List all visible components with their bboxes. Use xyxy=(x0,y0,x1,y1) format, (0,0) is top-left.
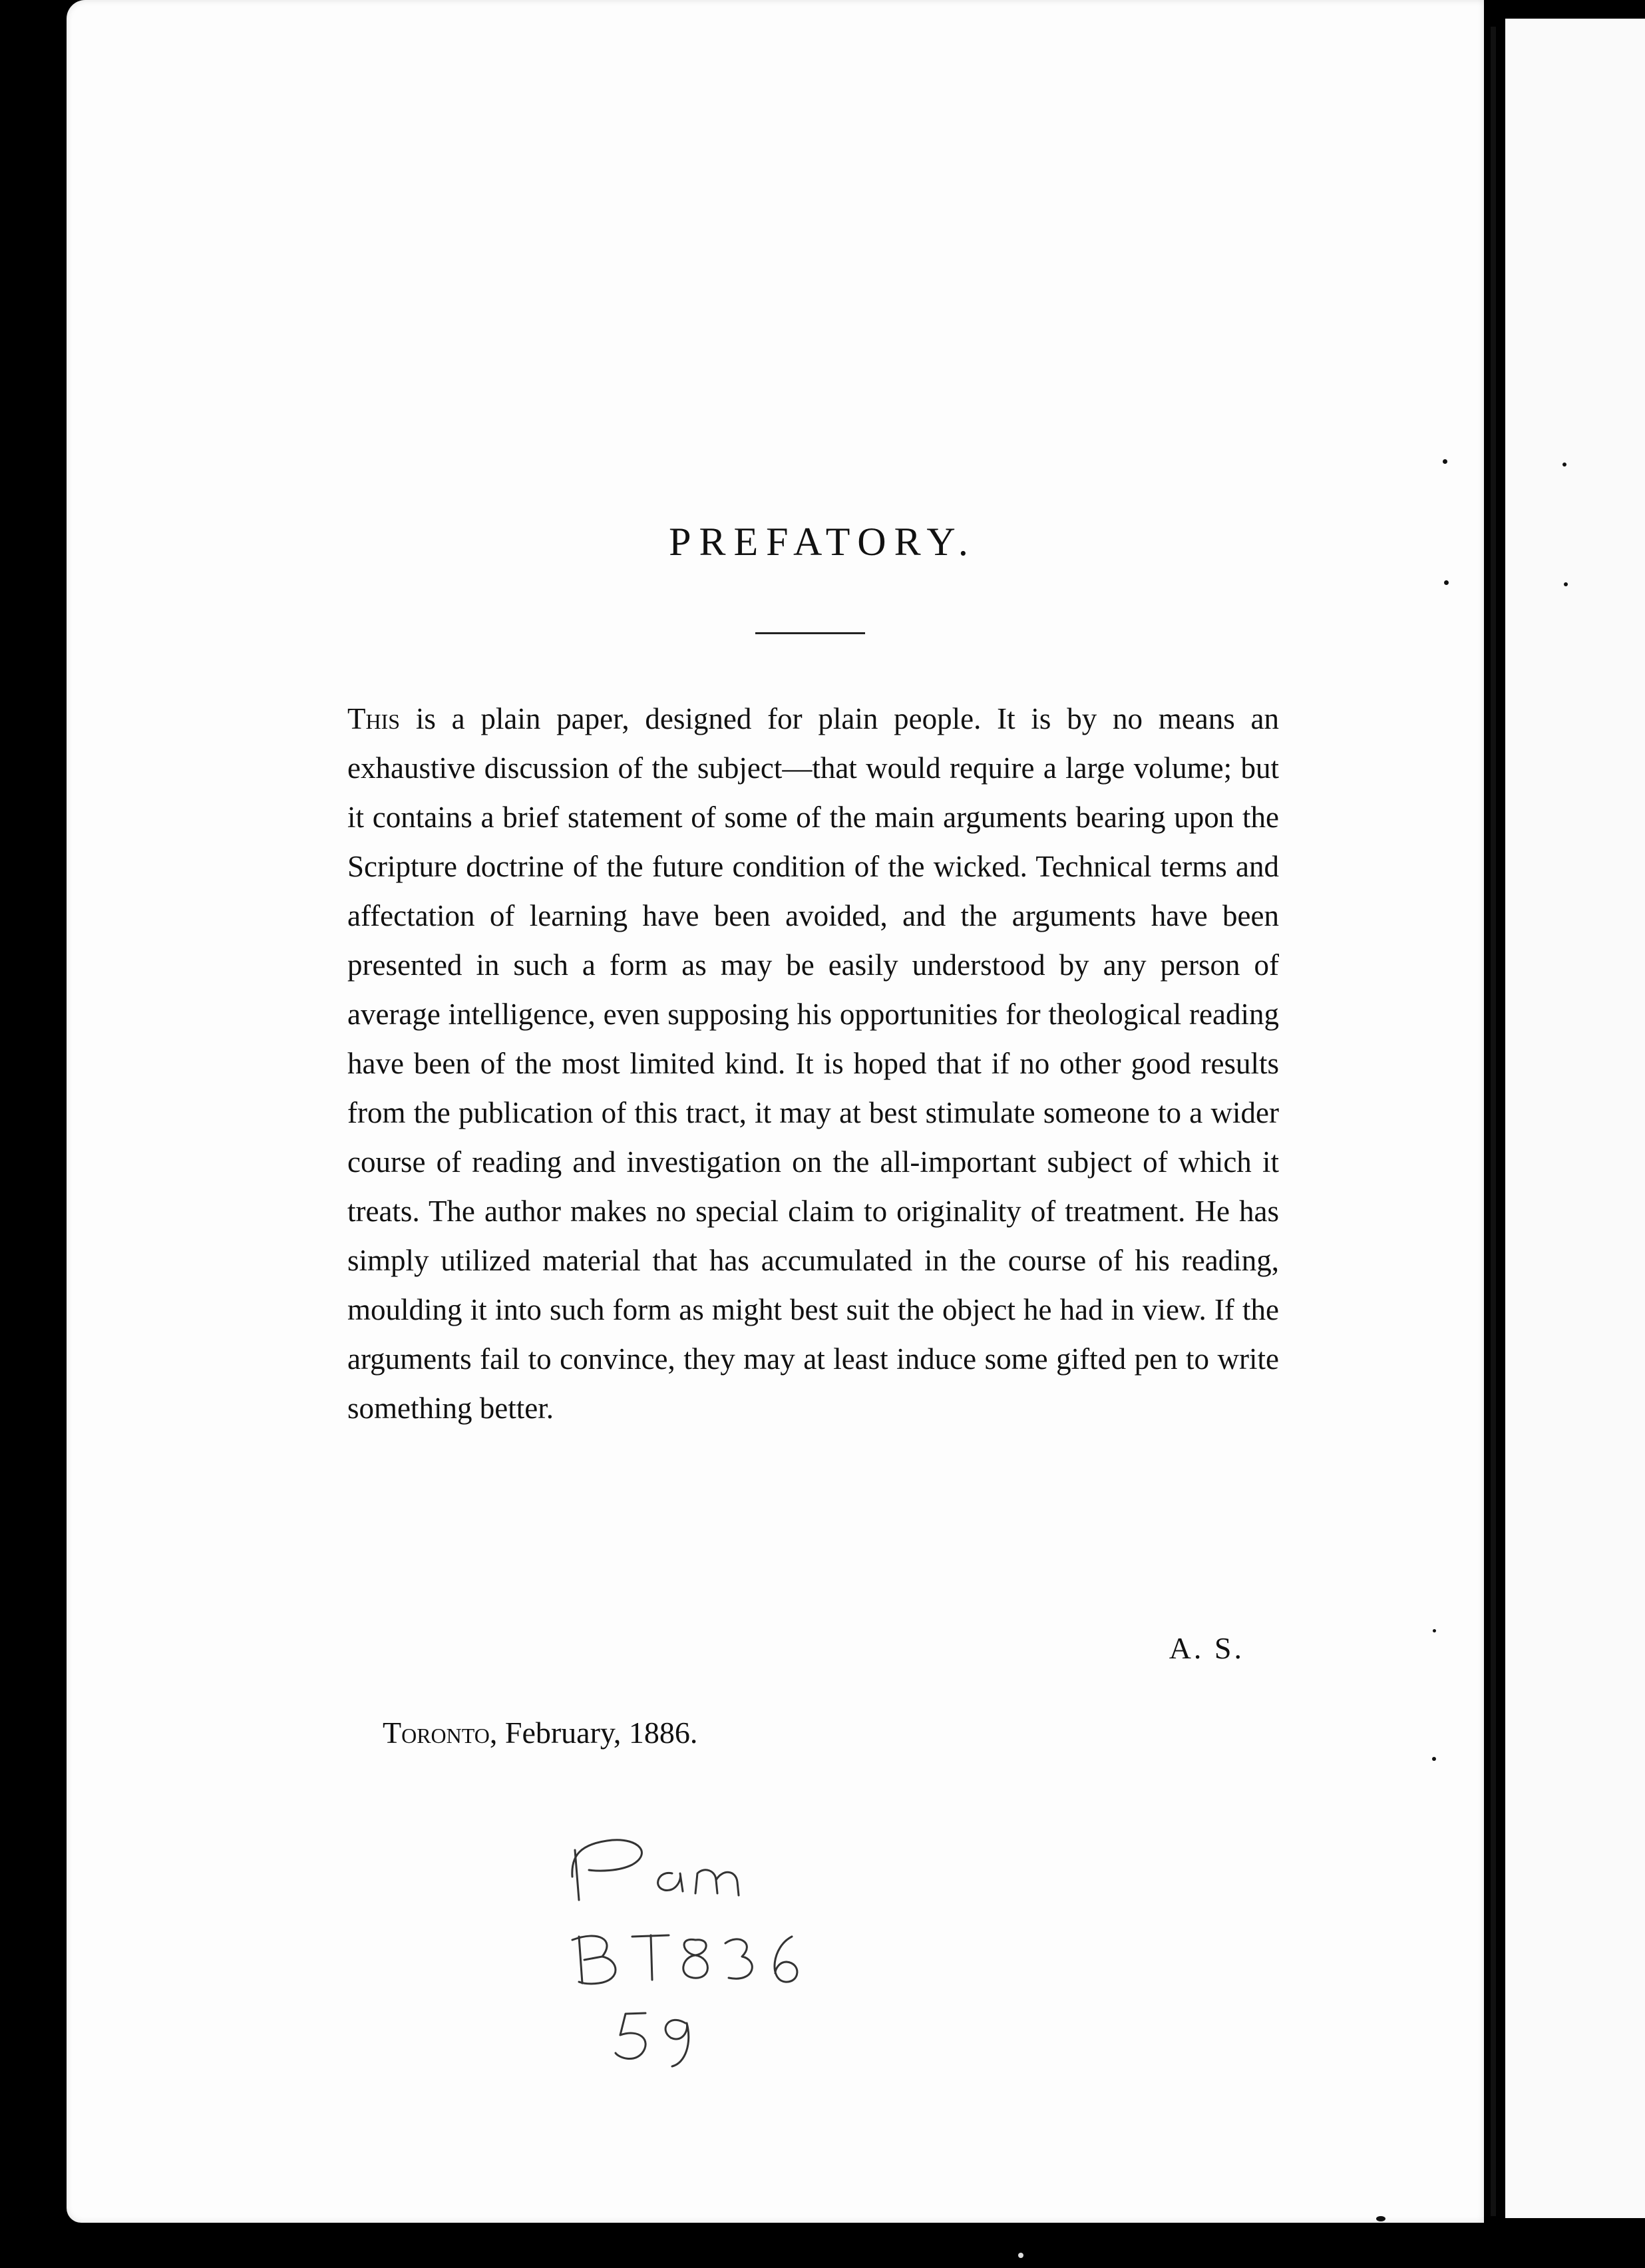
handwriting-line-pam xyxy=(572,1840,739,1900)
handwritten-call-number xyxy=(552,1823,898,2083)
adjacent-page-edge xyxy=(1505,19,1645,2218)
scan-speck xyxy=(1432,1757,1436,1761)
dateline xyxy=(383,1715,697,1750)
scan-speck xyxy=(1376,2216,1385,2221)
scan-speck xyxy=(1444,580,1449,585)
page-title: PREFATORY. xyxy=(669,520,976,564)
scan-speck xyxy=(1018,2253,1023,2258)
paragraph-text: is a plain paper, designed for plain people. It is by no means an exhaustive discussion of the subject—that would require a large volume; but it contains a brief statement of some of the main arguments bearing upon the Scripture doctrine of the future condition of the wicked. Technical terms and affectation of learning have been avoided, and the arguments have been presented in such a form as may be easily understood by any person of average intelligence, even supposing his opportunities for theological reading have been of the most limited kind. It is hoped that if no other good results from the publication of this tract, it may at best stimulate someone to a wider course of reading and investigation on the all-important subject of which it treats. The author makes no special claim to originality of treatment. He has simply utilized material that has accumulated in the course of his reading, moulding it into such form as might best suit the object he had in view. If the arguments fail to convince, they may at least induce some gifted pen to write something better. xyxy=(347,702,1279,1425)
handwriting-line-bt836 xyxy=(572,1935,797,1984)
dateline-date: , February, 1886. xyxy=(489,1716,698,1750)
lead-word: This xyxy=(347,702,401,735)
scan-speck xyxy=(1564,582,1568,586)
page-gutter xyxy=(1491,27,1496,2216)
scan-speck xyxy=(1443,459,1447,464)
preface-paragraph xyxy=(347,694,1279,1433)
scan-speck xyxy=(1562,463,1566,467)
scan-speck xyxy=(1433,1629,1436,1632)
author-initials: A. S. xyxy=(1169,1631,1244,1665)
dateline-place: Toronto xyxy=(383,1716,490,1750)
title-rule xyxy=(755,632,865,634)
handwriting-line-59 xyxy=(616,2013,689,2066)
